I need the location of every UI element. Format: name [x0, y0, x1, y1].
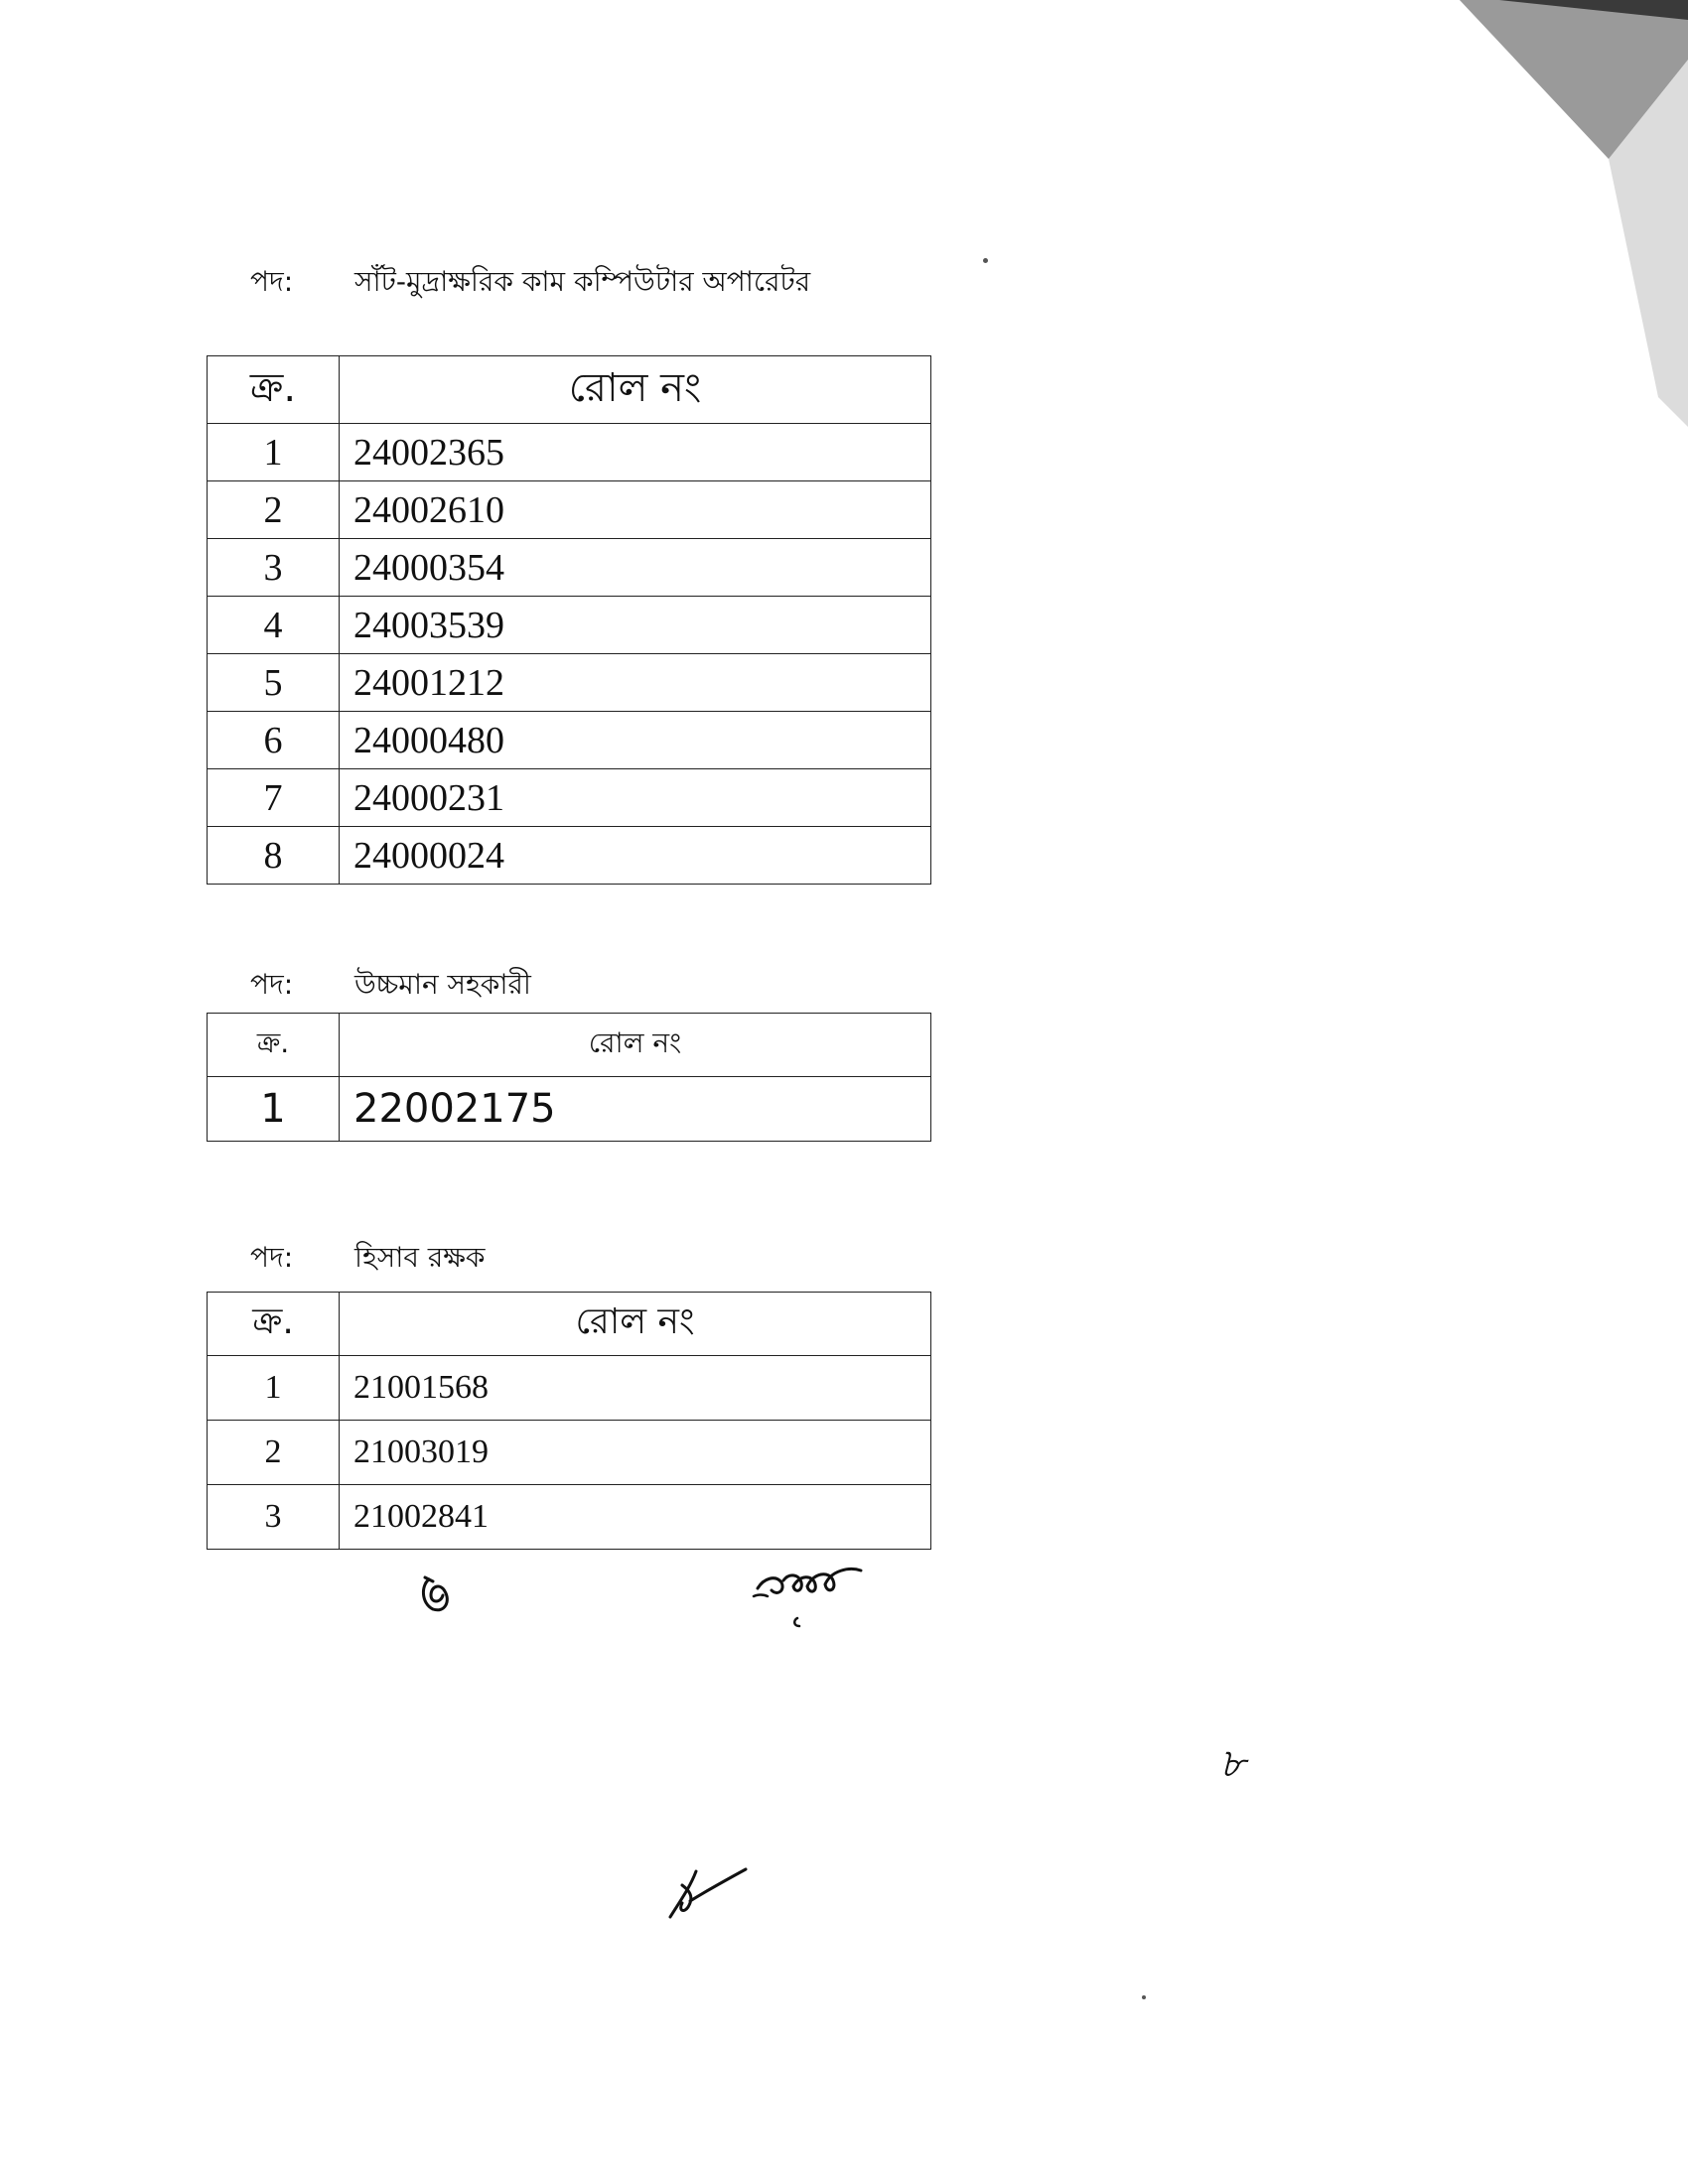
- handwritten-mark-signature: [660, 1861, 750, 1921]
- table-header-row: [208, 356, 931, 424]
- post-name: সাঁট-মুদ্রাক্ষরিক কাম কম্পিউটার অপারেটর: [354, 265, 811, 298]
- serial-cell: 2: [208, 1421, 340, 1485]
- roll-cell: 24000354: [340, 539, 931, 597]
- table-row: [208, 481, 931, 539]
- table-row: [208, 1077, 931, 1142]
- roll-cell: 21002841: [340, 1485, 931, 1550]
- roll-cell: 24000024: [340, 827, 931, 885]
- table-header-row: [208, 1293, 931, 1356]
- table-row: [208, 1421, 931, 1485]
- post-label: পদ:: [250, 1241, 294, 1274]
- post-heading: [250, 1236, 486, 1283]
- table-row: [208, 712, 931, 769]
- roll-cell: 24001212: [340, 654, 931, 712]
- table-row: [208, 654, 931, 712]
- serial-cell: 1: [208, 424, 340, 481]
- roll-cell: 21003019: [340, 1421, 931, 1485]
- table-row: [208, 1356, 931, 1421]
- page-number: ৮: [1219, 1741, 1245, 1787]
- roll-header: রোল নং: [340, 356, 931, 424]
- serial-cell: 4: [208, 597, 340, 654]
- roll-table: [207, 355, 931, 885]
- serial-cell: 8: [208, 827, 340, 885]
- serial-cell: 7: [208, 769, 340, 827]
- serial-cell: 3: [208, 1485, 340, 1550]
- serial-cell: 5: [208, 654, 340, 712]
- handwritten-signature: [750, 1561, 889, 1635]
- roll-cell: 24000231: [340, 769, 931, 827]
- scan-speck: [1142, 1995, 1146, 1999]
- roll-table: [207, 1292, 931, 1550]
- roll-cell: 24002610: [340, 481, 931, 539]
- table-header-row: [208, 1014, 931, 1077]
- roll-header: রোল নং: [340, 1014, 931, 1077]
- roll-cell: 24002365: [340, 424, 931, 481]
- serial-header: ক্র.: [208, 356, 340, 424]
- roll-cell: 21001568: [340, 1356, 931, 1421]
- serial-cell: 1: [208, 1356, 340, 1421]
- table-row: [208, 424, 931, 481]
- roll-cell: 22002175: [340, 1077, 931, 1142]
- post-label: পদ:: [250, 968, 294, 1001]
- serial-cell: 6: [208, 712, 340, 769]
- post-name: হিসাব রক্ষক: [354, 1241, 486, 1274]
- scan-speck: [983, 258, 988, 263]
- table-row: [208, 597, 931, 654]
- serial-cell: 1: [208, 1077, 340, 1142]
- serial-cell: 2: [208, 481, 340, 539]
- serial-header: ক্র.: [208, 1293, 340, 1356]
- serial-cell: 3: [208, 539, 340, 597]
- roll-table: [207, 1013, 931, 1142]
- table-row: [208, 1485, 931, 1550]
- page-fold-shadow: [1460, 0, 1688, 427]
- roll-cell: 24000480: [340, 712, 931, 769]
- roll-header: রোল নং: [340, 1293, 931, 1356]
- post-label: পদ:: [250, 265, 294, 298]
- post-name: উচ্চমান সহকারী: [354, 968, 531, 1001]
- post-heading: [250, 260, 810, 307]
- table-row: [208, 769, 931, 827]
- table-row: [208, 827, 931, 885]
- roll-cell: 24003539: [340, 597, 931, 654]
- handwritten-initial-signature: [417, 1573, 457, 1618]
- serial-header: ক্র.: [208, 1014, 340, 1077]
- post-heading: [250, 963, 531, 1010]
- table-row: [208, 539, 931, 597]
